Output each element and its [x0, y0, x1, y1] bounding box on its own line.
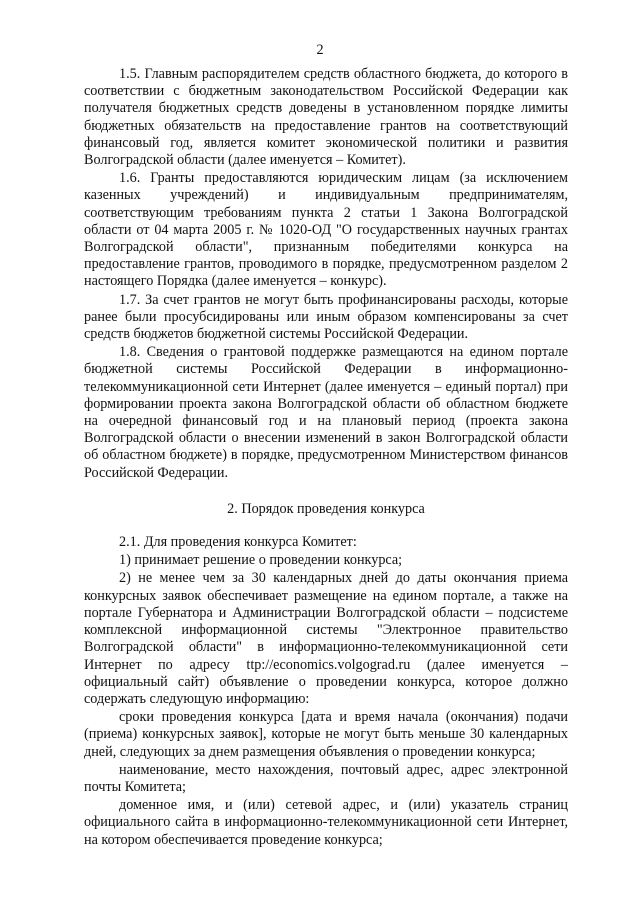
info-item-website: доменное имя, и (или) сетевой адрес, и (или) указатель страниц официального сайта в информационно-телекоммуникационной сети Интернет, на котором обеспечивается проведение конкурса; — [84, 797, 568, 848]
paragraph-1-6: 1.6. Гранты предоставляются юридическим лицам (за исключением казенных учреждений) и индивидуальным предпринимателям, соответствующим требованиям пункта 2 статьи 1 Закона Волгоградской области от 04 марта 2005 г. № 1020-ОД "О государственных научных грантах Волгоградской области", признанным победителями конкурса на предоставление грантов, проводимого в порядке, предусмотренном разделом 2 настоящего Порядка (далее именуется – конкурс). — [84, 170, 568, 290]
info-item-deadlines: сроки проведения конкурса [дата и время начала (окончания) подачи (приема) конкурсных заявок], которые не могут быть меньше 30 календарных дней, следующих за днем размещения объявления о проведении конкурса; — [84, 709, 568, 760]
paragraph-1-8: 1.8. Сведения о грантовой поддержке размещаются на едином портале бюджетной системы Российской Федерации в информационно-телекоммуникационной сети Интернет (далее именуется – единый портал) при формировании проекта закона Волгоградской области об областном бюджете на очередной финансовый год и на плановый период (проекта закона Волгоградской области о внесении изменений в закон Волгоградской области об областном бюджете) в порядке, предусмотренном Министерством финансов Российской Федерации. — [84, 344, 568, 481]
paragraph-1-7: 1.7. За счет грантов не могут быть профинансированы расходы, которые ранее были просубсидированы или иным образом компенсированы за счет средств бюджетов бюджетной системы Российской Федерации. — [84, 291, 568, 343]
paragraph-1-5: 1.5. Главным распорядителем средств областного бюджета, до которого в соответствии с бюджетным законодательством Российской Федерации как получателя бюджетных средств доведены в установленном порядке лимиты бюджетных обязательств на предоставление грантов на соответствующий финансовый год, является комитет экономической политики и развития Волгоградской области (далее именуется – Комитет). — [84, 66, 568, 169]
list-item-1: 1) принимает решение о проведении конкурса; — [119, 552, 403, 569]
section-heading: 2. Порядок проведения конкурса — [227, 500, 425, 517]
page-number: 2 — [316, 42, 324, 58]
list-item-2: 2) не менее чем за 30 календарных дней до даты окончания приема конкурсных заявок обеспечивает размещение на едином портале, а также на портале Губернатора и Администрации Волгоградской области – подсистеме комплексной информационной системы "Электронное правительство Волгоградской области" в информационно-телекоммуникационной сети Интернет по адресу ttp://economics.volgograd.ru (далее именуется – официальный сайт) объявление о проведении конкурса, которое должно содержать следующую информацию: — [84, 570, 568, 707]
paragraph-2-1: 2.1. Для проведения конкурса Комитет: — [119, 534, 357, 551]
info-item-committee-contacts: наименование, место нахождения, почтовый адрес, адрес электронной почты Комитета; — [84, 761, 568, 795]
document-body — [84, 66, 568, 850]
